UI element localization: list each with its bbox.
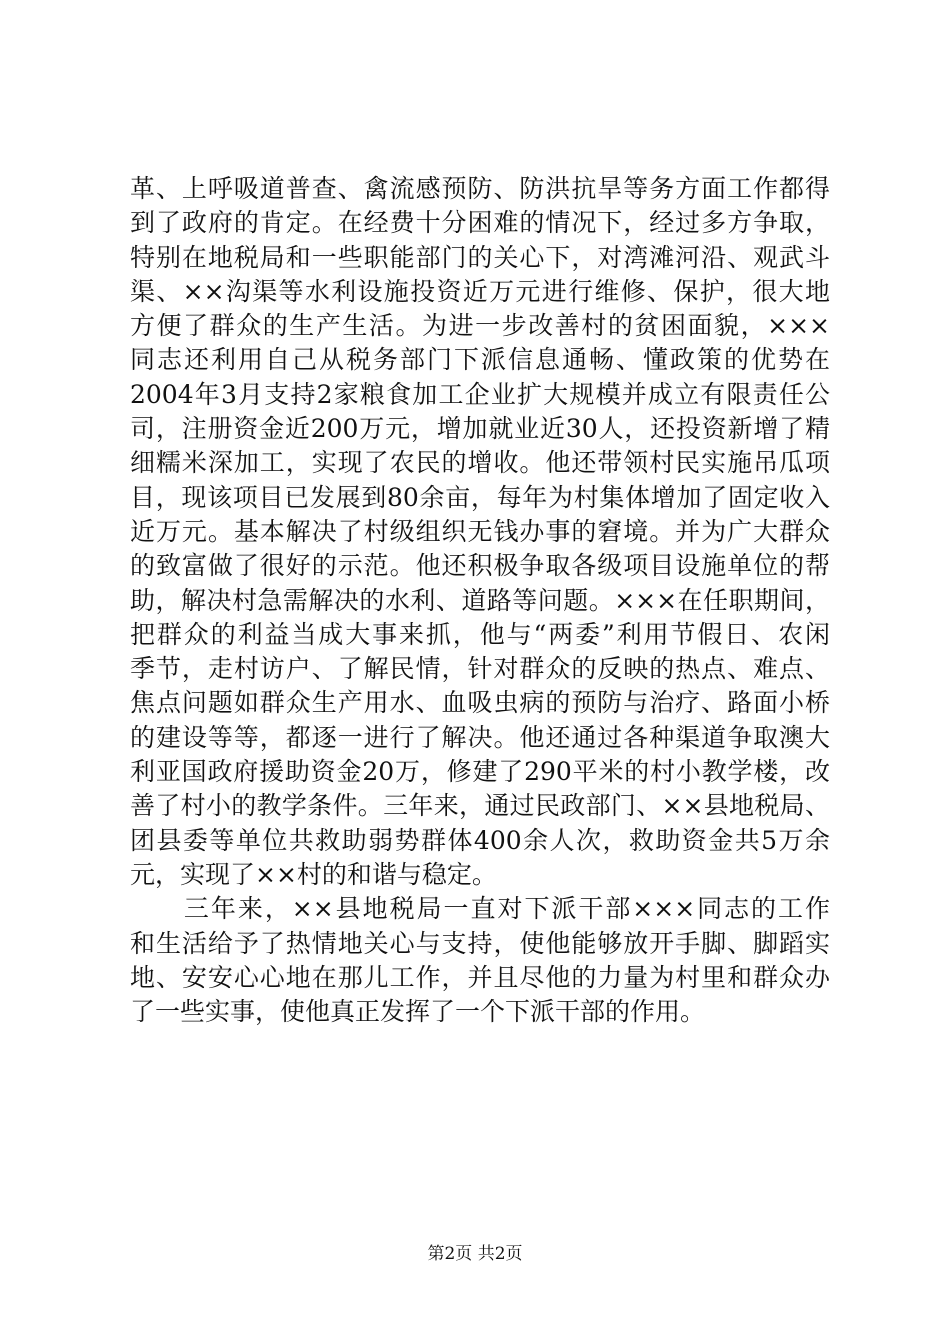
text-line: 和生活给予了热情地关心与支持，使他能够放开手脚、脚蹈实 bbox=[130, 928, 830, 958]
text-line: 目，现该项目已发展到80余亩，每年为村集体增加了固定收入 bbox=[130, 482, 830, 512]
text-line: 渠、××沟渠等水利设施投资近万元进行维修、保护，很大地 bbox=[130, 276, 830, 306]
text-line: 的致富做了很好的示范。他还积极争取各级项目设施单位的帮 bbox=[130, 551, 830, 581]
text-line: 季节，走村访户、了解民情，针对群众的反映的热点、难点、 bbox=[130, 654, 830, 684]
text-line: 近万元。基本解决了村级组织无钱办事的窘境。并为广大群众 bbox=[130, 516, 830, 546]
paragraph-start-line: 三年来，××县地税局一直对下派干部×××同志的工作 bbox=[130, 894, 830, 924]
text-line: 利亚国政府援助资金20万，修建了290平米的村小教学楼，改 bbox=[130, 757, 830, 787]
text-line: 特别在地税局和一些职能部门的关心下，对湾滩河沿、观武斗 bbox=[130, 242, 830, 272]
body-text bbox=[130, 172, 830, 1029]
text-line: 善了村小的教学条件。三年来，通过民政部门、××县地税局、 bbox=[130, 791, 830, 821]
text-line: 同志还利用自己从税务部门下派信息通畅、懂政策的优势在 bbox=[130, 345, 830, 375]
paragraph-end-line: 了一些实事，使他真正发挥了一个下派干部的作用。 bbox=[130, 997, 706, 1027]
text-line: 方便了群众的生产生活。为进一步改善村的贫困面貌，××× bbox=[130, 311, 830, 341]
text-line: 助，解决村急需解决的水利、道路等问题。×××在任职期间， bbox=[130, 585, 830, 615]
page-number-footer: 第2页 共2页 bbox=[427, 1244, 523, 1264]
text-line: 团县委等单位共救助弱势群体400余人次，救助资金共5万余 bbox=[130, 825, 830, 855]
text-line: 革、上呼吸道普查、禽流感预防、防洪抗旱等务方面工作都得 bbox=[130, 174, 830, 203]
text-line: 焦点问题如群众生产用水、血吸虫病的预防与治疗、路面小桥 bbox=[130, 688, 830, 718]
text-line: 2004年3月支持2家粮食加工企业扩大规模并成立有限责任公 bbox=[130, 379, 830, 409]
text-line: 司，注册资金近200万元，增加就业近30人，还投资新增了精 bbox=[130, 414, 830, 444]
text-line: 细糯米深加工，实现了农民的增收。他还带领村民实施吊瓜项 bbox=[130, 448, 830, 478]
text-line: 把群众的利益当成大事来抓，他与“两委”利用节假日、农闲 bbox=[130, 619, 830, 649]
text-line: 到了政府的肯定。在经费十分困难的情况下，经过多方争取， bbox=[130, 208, 830, 238]
text-line: 地、安安心心地在那儿工作，并且尽他的力量为村里和群众办 bbox=[130, 962, 830, 992]
text-line: 的建设等等，都逐一进行了解决。他还通过各种渠道争取澳大 bbox=[130, 722, 830, 752]
paragraph-end-line: 元，实现了××村的和谐与稳定。 bbox=[130, 859, 497, 889]
